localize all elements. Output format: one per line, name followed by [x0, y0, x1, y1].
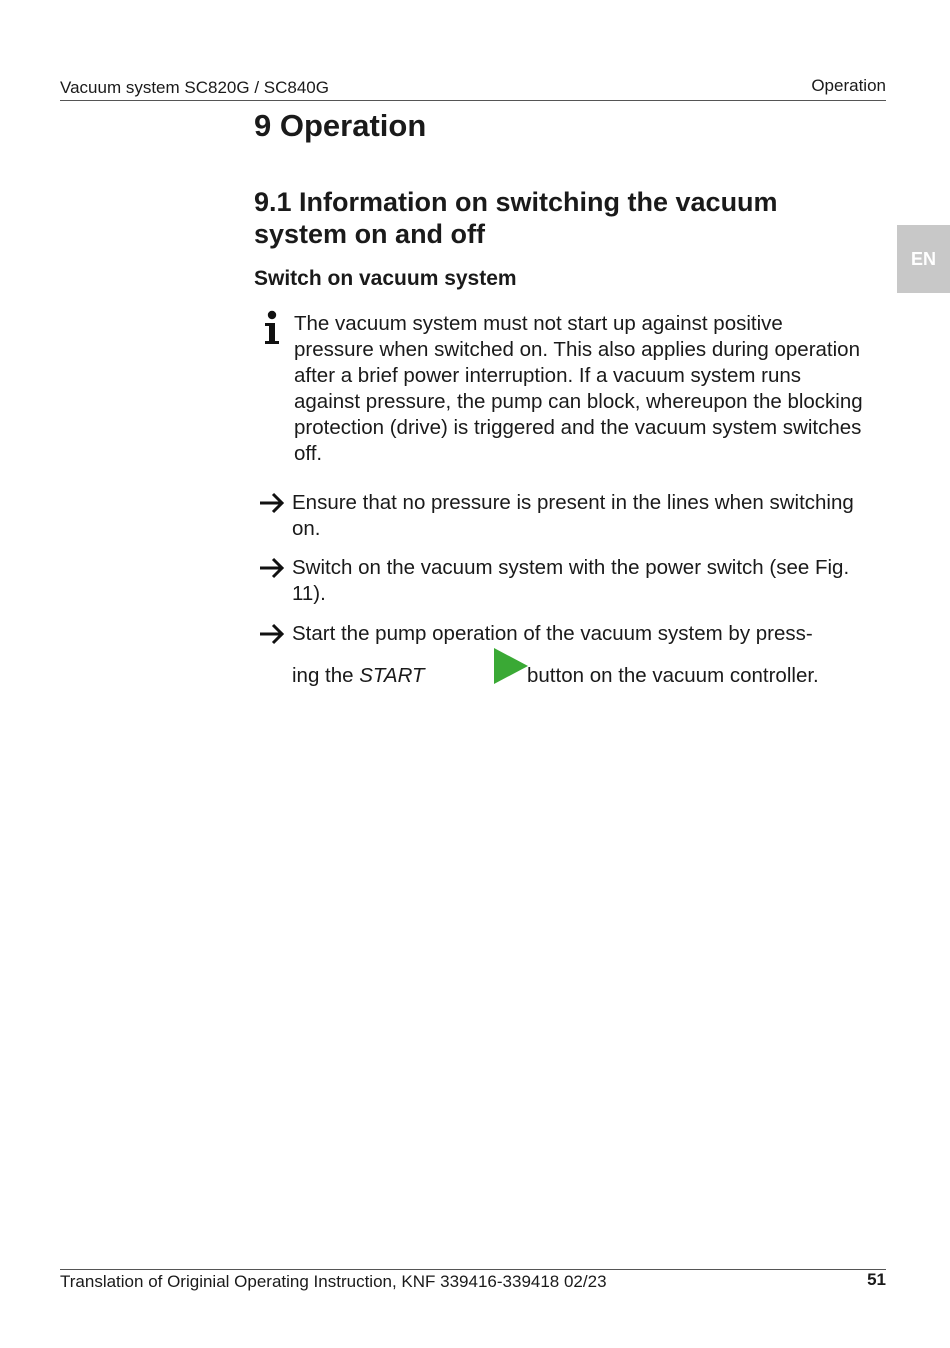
section-title: 9.1 Information on switching the vacuum system on and off [254, 187, 778, 249]
start-keyword: START [359, 664, 425, 687]
arrow-right-icon [258, 556, 286, 580]
start-line-prefix: ing the START [292, 664, 425, 687]
language-tab: EN [897, 225, 950, 293]
step-text: Switch on the vacuum system with the power switch (see Fig. 11). [292, 556, 850, 605]
step-text: Ensure that no pressure is present in the lines when switching on. [292, 491, 854, 540]
start-instruction-line [292, 660, 892, 694]
arrow-right-icon [258, 622, 286, 646]
footer-divider [60, 1269, 886, 1270]
page-number: 51 [867, 1270, 886, 1289]
running-header-section: Operation [811, 76, 886, 95]
start-line-suffix: button on the vacuum controller. [527, 664, 819, 687]
arrow-right-icon [258, 491, 286, 515]
start-play-icon [494, 648, 530, 684]
info-icon [262, 310, 282, 346]
running-header-title: Vacuum system SC820G / SC840G [60, 78, 329, 97]
step-text: Start the pump operation of the vacuum system by press- [292, 622, 813, 645]
header-divider [60, 100, 886, 101]
info-note-text: The vacuum system must not start up against positive pressure when switched on. This also applies during operation after a brief power interruption. If a vacuum system runs against pressure, the pump can block, whereupon the blocking protection (drive) is triggered and the vacuum system switches off. [294, 312, 863, 465]
chapter-title: 9 Operation [254, 108, 427, 143]
footer-text: Translation of Originial Operating Instruction, KNF 339416-339418 02/23 [60, 1272, 607, 1291]
subsection-title: Switch on vacuum system [254, 267, 517, 290]
